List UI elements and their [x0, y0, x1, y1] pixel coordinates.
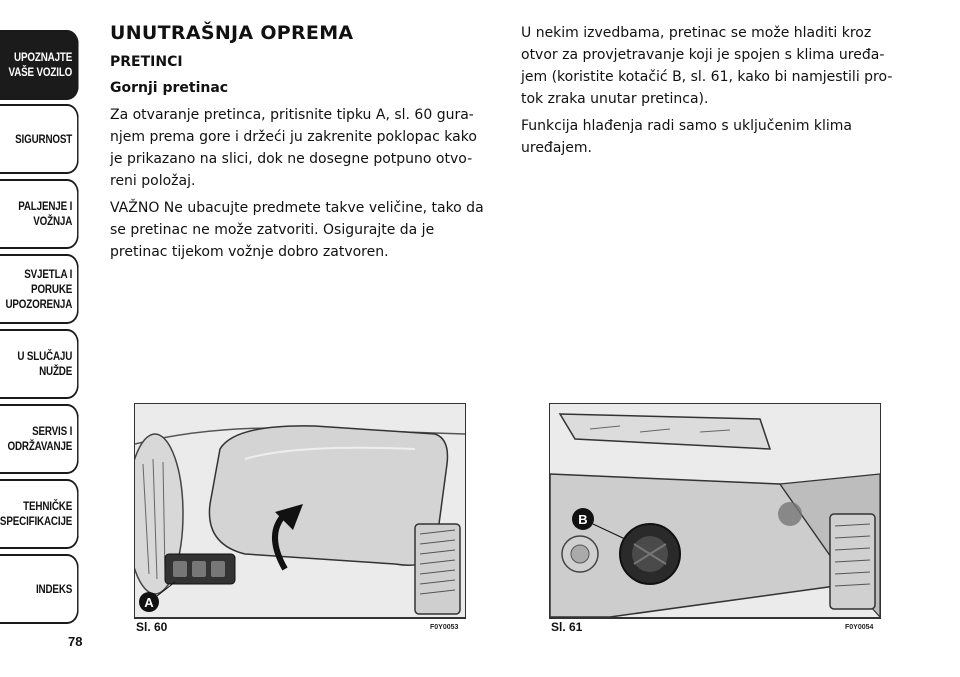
subsection-title: PRETINCI	[110, 54, 183, 70]
figure-61-cooling-vent	[549, 403, 881, 618]
section-title: UNUTRAŠNJA OPREMA	[110, 22, 354, 44]
left-column	[110, 22, 490, 268]
callout-a-label: A	[144, 595, 154, 610]
paragraph: U nekim izvedbama, pretinac se može hladiti kroz otvor za provjetravanje koji je spojen s klima uređa-jem (koristite kotačić B, sl. 61, kako bi namjestili pro-tok zraka unutar pretinca).	[521, 25, 893, 107]
tab-label-line1: SVJETLA I PORUKE	[24, 266, 73, 296]
tab-u-slucaju-nuzde[interactable]	[0, 329, 79, 399]
tab-label-line2: VOŽNJA	[33, 214, 73, 228]
tab-label-line2: SPECIFIKACIJE	[0, 514, 73, 528]
tab-label-line2: UPOZORENJA	[5, 296, 73, 311]
tab-label-line1: UPOZNAJTE	[14, 50, 73, 64]
callout-b-label: B	[578, 512, 588, 527]
tab-servis-i-odrzavanje[interactable]	[0, 404, 79, 474]
paragraph: VAŽNO Ne ubacujte predmete takve veličine, tako da se pretinac ne može zatvoriti. Osigurajte da je pretinac tijekom vožnje dobro zatvoren.	[110, 200, 484, 260]
paragraph: Funkcija hlađenja radi samo s uključenim klima uređajem.	[521, 118, 853, 156]
caption-rule	[549, 618, 881, 619]
paragraph: Za otvaranje pretinca, pritisnite tipku A, sl. 60 gura-njem prema gore i držeći ju zakrenite poklopac kako je prikazano na slici, dok ne dosegne potpuno otvo-reni položaj.	[110, 107, 477, 189]
tab-upoznajte-vase-vozilo[interactable]	[0, 30, 79, 100]
tab-paljenje-i-voznja[interactable]	[0, 179, 79, 249]
tab-indeks[interactable]	[0, 554, 79, 624]
caption-rule	[134, 618, 466, 619]
tab-label-line1: PALJENJE I	[18, 199, 73, 213]
tab-svjetla-i-poruke-upozorenja[interactable]	[0, 254, 79, 324]
tab-label-line2: ODRŽAVANJE	[7, 439, 73, 453]
subsubsection-title: Gornji pretinac	[110, 80, 229, 96]
right-column	[521, 22, 901, 164]
tab-label-line1: SIGURNOST	[15, 131, 73, 146]
tab-label-line1: TEHNIČKE	[23, 499, 73, 513]
tab-label-line1: SERVIS I	[32, 424, 73, 438]
page-number: 78	[68, 634, 83, 649]
glovebox-illustration	[135, 404, 465, 617]
figure-caption: Sl. 61	[551, 620, 583, 634]
figure-code: F0Y0054	[845, 624, 874, 631]
tab-label-line1: INDEKS	[35, 581, 73, 596]
figure-60-glovebox-opening	[134, 403, 466, 618]
tab-label-line1: U SLUČAJU	[17, 349, 73, 363]
tab-sigurnost[interactable]	[0, 104, 79, 174]
tab-tehnicke-specifikacije[interactable]	[0, 479, 79, 549]
figure-caption: Sl. 60	[136, 620, 168, 634]
tab-label-line2: NUŽDE	[39, 364, 73, 378]
tab-label-line2: VAŠE VOZILO	[8, 65, 73, 79]
figure-code: F0Y0053	[430, 624, 459, 631]
cooling-vent-illustration	[550, 404, 880, 617]
chapter-tabs	[0, 0, 100, 640]
